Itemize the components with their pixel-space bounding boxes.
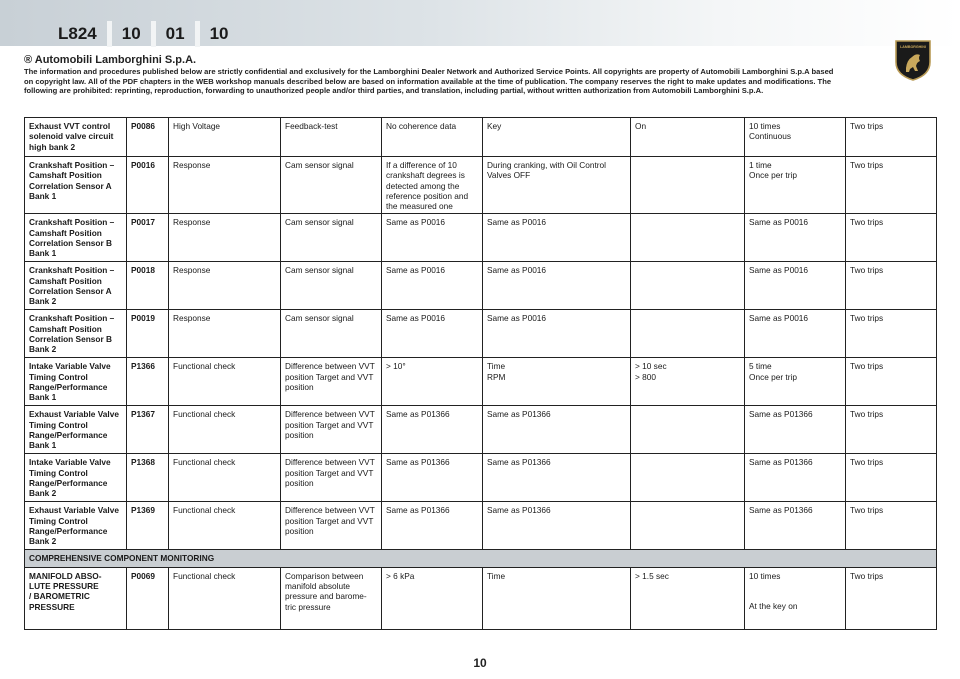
time-line-2: Once per trip bbox=[749, 170, 797, 181]
cell-system bbox=[25, 157, 127, 214]
cell-secondary bbox=[483, 502, 631, 550]
cell-secondary-text: Time RPM bbox=[487, 361, 506, 382]
cell-fault-code bbox=[127, 502, 169, 550]
cell-description-text: Difference between VVT position Target and VVT position bbox=[285, 505, 375, 537]
cell-enable bbox=[631, 502, 745, 550]
cell-mil-text: Two trips bbox=[850, 361, 884, 372]
cell-strategy-text: Response bbox=[173, 217, 211, 228]
cell-system-text: MANIFOLD ABSO- LUTE PRESSURE / BAROMETRIC PRESSURE bbox=[29, 570, 102, 612]
time-line-1: Same as P0016 bbox=[749, 217, 809, 228]
time-line-1: Same as P0016 bbox=[749, 313, 809, 324]
cell-time bbox=[745, 157, 846, 214]
cell-fault-code-text: P0017 bbox=[131, 217, 155, 228]
cell-strategy bbox=[169, 406, 281, 454]
cell-fault-code-text: P1366 bbox=[131, 361, 155, 372]
cell-time bbox=[745, 262, 846, 310]
time-line-2: Continuous bbox=[749, 131, 791, 142]
cell-malfunction bbox=[382, 118, 483, 157]
table-row bbox=[25, 406, 937, 454]
cell-description-text: Cam sensor signal bbox=[285, 313, 354, 324]
cell-system-text: Intake Variable Valve Timing Control Range/Performance Bank 2 bbox=[29, 457, 111, 499]
cell-system-text: Intake Variable Valve Timing Control Range/Performance Bank 1 bbox=[29, 361, 111, 403]
cell-secondary-text: Same as P0016 bbox=[487, 265, 547, 276]
time-line-1: 10 times bbox=[749, 121, 781, 131]
cell-fault-code bbox=[127, 454, 169, 502]
cell-fault-code bbox=[127, 157, 169, 214]
cell-system-text: Exhaust Variable Valve Timing Control Range/Performance Bank 2 bbox=[29, 505, 119, 547]
cell-mil bbox=[846, 310, 937, 358]
section-title: COMPREHENSIVE COMPONENT MONITORING bbox=[25, 550, 937, 567]
cell-system-text: Crankshaft Position – Camshaft Position Correlation Sensor B Bank 1 bbox=[29, 217, 115, 259]
cell-secondary-text: Same as P01366 bbox=[487, 457, 551, 468]
cell-mil-text: Two trips bbox=[850, 313, 884, 324]
cell-secondary-text: Same as P01366 bbox=[487, 409, 551, 420]
cell-description-text: Difference between VVT position Target and VVT position bbox=[285, 457, 375, 489]
cell-strategy bbox=[169, 310, 281, 358]
cell-secondary bbox=[483, 310, 631, 358]
cell-mil-text: Two trips bbox=[850, 570, 884, 581]
time-line-1: Same as P01366 bbox=[749, 457, 813, 468]
lamborghini-logo bbox=[893, 38, 933, 82]
cell-time bbox=[745, 310, 846, 358]
table-row bbox=[25, 118, 937, 157]
section-header-row bbox=[25, 550, 937, 567]
cell-fault-code-text: P1368 bbox=[131, 457, 155, 468]
cell-mil bbox=[846, 502, 937, 550]
cell-description-text: Cam sensor signal bbox=[285, 160, 354, 170]
table-row bbox=[25, 358, 937, 406]
cell-secondary bbox=[483, 567, 631, 629]
cell-description bbox=[281, 454, 382, 502]
cell-mil-text: Two trips bbox=[850, 265, 884, 276]
cell-time bbox=[745, 567, 846, 629]
page-number: 10 bbox=[473, 656, 487, 670]
cell-fault-code-text: P0086 bbox=[131, 121, 155, 131]
cell-enable bbox=[631, 358, 745, 406]
cell-malfunction bbox=[382, 358, 483, 406]
cell-secondary bbox=[483, 118, 631, 157]
cell-strategy bbox=[169, 567, 281, 629]
cell-fault-code-text: P0019 bbox=[131, 313, 155, 324]
cell-malfunction bbox=[382, 157, 483, 214]
cell-malfunction bbox=[382, 310, 483, 358]
cell-system bbox=[25, 310, 127, 358]
cell-fault-code bbox=[127, 262, 169, 310]
cell-fault-code bbox=[127, 406, 169, 454]
cell-system bbox=[25, 262, 127, 310]
cell-enable bbox=[631, 406, 745, 454]
cell-enable bbox=[631, 567, 745, 629]
cell-enable bbox=[631, 310, 745, 358]
cell-secondary bbox=[483, 214, 631, 262]
cell-fault-code bbox=[127, 118, 169, 157]
cell-enable bbox=[631, 118, 745, 157]
cell-system bbox=[25, 567, 127, 629]
cell-mil-text: Two trips bbox=[850, 160, 884, 170]
cell-secondary-text: During cranking, with Oil Control Valves OFF bbox=[487, 160, 606, 181]
cell-fault-code-text: P0069 bbox=[131, 570, 155, 581]
table-row bbox=[25, 502, 937, 550]
cell-strategy bbox=[169, 454, 281, 502]
document-code-bar bbox=[48, 22, 239, 46]
cell-secondary-text: Same as P01366 bbox=[487, 505, 551, 516]
cell-strategy-text: Functional check bbox=[173, 409, 236, 420]
cell-strategy-text: Response bbox=[173, 265, 211, 276]
cell-malfunction-text: If a difference of 10 crankshaft degrees is detected among the reference position and the measured one bbox=[386, 160, 469, 212]
cell-malfunction bbox=[382, 567, 483, 629]
cell-system bbox=[25, 406, 127, 454]
cell-description bbox=[281, 567, 382, 629]
cell-strategy-text: Functional check bbox=[173, 457, 236, 468]
cell-system bbox=[25, 118, 127, 157]
time-line-1: 5 time bbox=[749, 361, 772, 372]
cell-malfunction-text: > 10° bbox=[386, 361, 406, 372]
cell-strategy-text: Functional check bbox=[173, 361, 236, 372]
cell-malfunction-text: Same as P01366 bbox=[386, 409, 450, 420]
cell-secondary bbox=[483, 262, 631, 310]
table-row bbox=[25, 454, 937, 502]
cell-mil-text: Two trips bbox=[850, 121, 884, 131]
table-row bbox=[25, 157, 937, 214]
cell-fault-code bbox=[127, 567, 169, 629]
cell-fault-code-text: P1369 bbox=[131, 505, 155, 516]
cell-mil-text: Two trips bbox=[850, 505, 884, 516]
cell-fault-code-text: P1367 bbox=[131, 409, 155, 420]
cell-description-text: Difference between VVT position Target and VVT position bbox=[285, 409, 375, 441]
cell-mil-text: Two trips bbox=[850, 217, 884, 228]
cell-enable bbox=[631, 157, 745, 214]
cell-secondary-text: Time bbox=[487, 570, 506, 581]
cell-description bbox=[281, 118, 382, 157]
company-name: ® Automobili Lamborghini S.p.A. bbox=[24, 54, 197, 66]
cell-system-text: Exhaust Variable Valve Timing Control Range/Performance Bank 1 bbox=[29, 409, 119, 451]
cell-secondary bbox=[483, 157, 631, 214]
cell-enable-text: On bbox=[635, 121, 647, 131]
cell-time bbox=[745, 118, 846, 157]
cell-strategy-text: Response bbox=[173, 313, 211, 324]
cell-malfunction-text: Same as P0016 bbox=[386, 265, 446, 276]
cell-system-text: Crankshaft Position – Camshaft Position Correlation Sensor A Bank 2 bbox=[29, 265, 115, 307]
cell-mil bbox=[846, 358, 937, 406]
cell-fault-code bbox=[127, 214, 169, 262]
copyright-disclaimer: The information and procedures published below are strictly confidential and exclusively for the Lamborghini Dealer Network and Authorized Service Points. All copyrights are property of Automobili Lamborghini S.p.A based on copyright law. All of the PDF chapters in the WEB workshop manuals described below are based on information available at the time of publication. The company reserves the right to make updates and modifications. The following are prohibited: reprinting, reproduction, forwarding to unauthorized people and/or third parties, and translation, including partial, without written authorization from Automobili Lamborghini S.p.A. bbox=[24, 67, 834, 96]
cell-enable bbox=[631, 214, 745, 262]
cell-fault-code-text: P0016 bbox=[131, 160, 155, 170]
cell-enable bbox=[631, 454, 745, 502]
cell-secondary bbox=[483, 406, 631, 454]
cell-time bbox=[745, 406, 846, 454]
diagnostic-table bbox=[24, 117, 937, 630]
cell-malfunction bbox=[382, 406, 483, 454]
cell-malfunction-text: Same as P0016 bbox=[386, 217, 446, 228]
cell-enable bbox=[631, 262, 745, 310]
time-line-2: Once per trip bbox=[749, 371, 797, 382]
section-code: 01 bbox=[165, 24, 185, 43]
cell-strategy bbox=[169, 502, 281, 550]
cell-malfunction-text: > 6 kPa bbox=[386, 570, 415, 581]
cell-description-text: Feedback-test bbox=[285, 121, 338, 131]
cell-fault-code bbox=[127, 358, 169, 406]
time-line-1: 1 time bbox=[749, 160, 772, 170]
time-line-1: Same as P0016 bbox=[749, 265, 809, 276]
cell-description bbox=[281, 214, 382, 262]
cell-fault-code-text: P0018 bbox=[131, 265, 155, 276]
cell-time bbox=[745, 214, 846, 262]
cell-malfunction bbox=[382, 502, 483, 550]
cell-description-text: Difference between VVT position Target and VVT position bbox=[285, 361, 375, 393]
cell-strategy bbox=[169, 262, 281, 310]
cell-description bbox=[281, 358, 382, 406]
cell-mil bbox=[846, 157, 937, 214]
cell-strategy bbox=[169, 157, 281, 214]
cell-fault-code bbox=[127, 310, 169, 358]
cell-malfunction-text: Same as P01366 bbox=[386, 505, 450, 516]
cell-malfunction-text: No coherence data bbox=[386, 121, 457, 131]
time-line-1: Same as P01366 bbox=[749, 409, 813, 420]
cell-system-text: Crankshaft Position – Camshaft Position Correlation Sensor B Bank 2 bbox=[29, 313, 115, 355]
cell-strategy bbox=[169, 214, 281, 262]
table-row bbox=[25, 310, 937, 358]
cell-mil bbox=[846, 406, 937, 454]
cell-mil bbox=[846, 118, 937, 157]
cell-time bbox=[745, 358, 846, 406]
cell-enable-text: > 1.5 sec bbox=[635, 570, 669, 581]
spacer bbox=[749, 581, 841, 601]
time-line-2: At the key on bbox=[749, 601, 798, 612]
cell-malfunction-text: Same as P0016 bbox=[386, 313, 446, 324]
time-line-1: Same as P01366 bbox=[749, 505, 813, 516]
table-row bbox=[25, 262, 937, 310]
cell-mil-text: Two trips bbox=[850, 457, 884, 468]
table-row bbox=[25, 567, 937, 629]
svg-text:LAMBORGHINI: LAMBORGHINI bbox=[900, 45, 926, 49]
cell-system bbox=[25, 358, 127, 406]
cell-enable-text: > 10 sec > 800 bbox=[635, 361, 667, 382]
cell-strategy-text: High Voltage bbox=[173, 121, 221, 131]
cell-system-text: Exhaust VVT control solenoid valve circuit high bank 2 bbox=[29, 121, 114, 152]
cell-secondary-text: Same as P0016 bbox=[487, 217, 547, 228]
cell-system-text: Crankshaft Position – Camshaft Position Correlation Sensor A Bank 1 bbox=[29, 160, 115, 201]
cell-secondary-text: Same as P0016 bbox=[487, 313, 547, 324]
cell-secondary bbox=[483, 358, 631, 406]
cell-secondary bbox=[483, 454, 631, 502]
cell-malfunction bbox=[382, 214, 483, 262]
cell-mil bbox=[846, 567, 937, 629]
cell-time bbox=[745, 502, 846, 550]
cell-time bbox=[745, 454, 846, 502]
cell-description-text: Comparison between manifold absolute pressure and barome-tric pressure bbox=[285, 570, 367, 612]
cell-mil bbox=[846, 214, 937, 262]
cell-malfunction-text: Same as P01366 bbox=[386, 457, 450, 468]
cell-secondary-text: Key bbox=[487, 121, 502, 131]
cell-strategy bbox=[169, 358, 281, 406]
cell-description-text: Cam sensor signal bbox=[285, 265, 354, 276]
model-code: L824 bbox=[58, 24, 97, 43]
cell-mil bbox=[846, 262, 937, 310]
cell-description bbox=[281, 502, 382, 550]
table-row bbox=[25, 214, 937, 262]
cell-system bbox=[25, 454, 127, 502]
cell-mil-text: Two trips bbox=[850, 409, 884, 420]
page-code: 10 bbox=[209, 24, 229, 43]
cell-strategy-text: Functional check bbox=[173, 505, 236, 516]
cell-strategy-text: Functional check bbox=[173, 570, 236, 581]
cell-strategy-text: Response bbox=[173, 160, 211, 170]
cell-strategy bbox=[169, 118, 281, 157]
cell-system bbox=[25, 214, 127, 262]
cell-description bbox=[281, 157, 382, 214]
chapter-code: 10 bbox=[121, 24, 141, 43]
cell-system bbox=[25, 502, 127, 550]
cell-description bbox=[281, 262, 382, 310]
time-line-1: 10 times bbox=[749, 570, 781, 581]
cell-description bbox=[281, 310, 382, 358]
cell-description-text: Cam sensor signal bbox=[285, 217, 354, 228]
cell-mil bbox=[846, 454, 937, 502]
cell-malfunction bbox=[382, 454, 483, 502]
cell-malfunction bbox=[382, 262, 483, 310]
cell-description bbox=[281, 406, 382, 454]
